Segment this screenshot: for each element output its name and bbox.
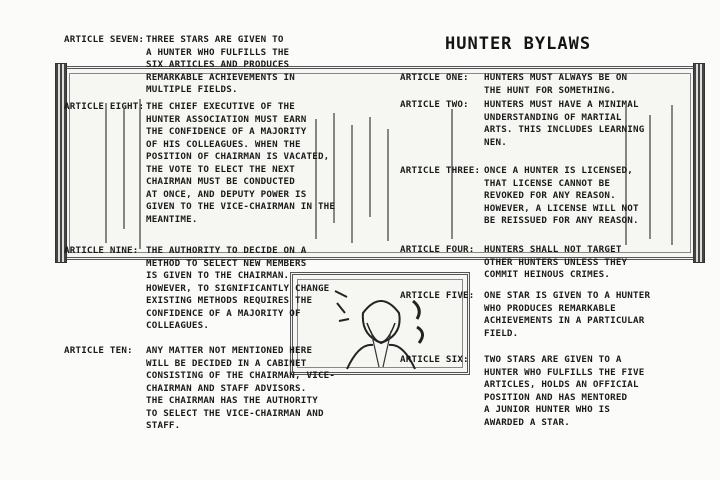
article-seven-text: THREE STARS ARE GIVEN TO A HUNTER WHO FULFILLS THE SIX ARTICLES AND PRODUCES REMARKABLE ACHIEVEMENTS IN MULTIPLE FIELDS. [146, 34, 296, 95]
page-title: HUNTER BYLAWS [445, 34, 592, 54]
brush-stroke [139, 99, 141, 249]
article-three-label: ARTICLE THREE: [400, 165, 481, 176]
brush-stroke [387, 129, 389, 241]
article-one-text: HUNTERS MUST ALWAYS BE ON THE HUNT FOR SOMETHING. [484, 72, 628, 96]
article-four-text: HUNTERS SHALL NOT TARGET OTHER HUNTERS UNLESS THEY COMMIT HEINOUS CRIMES. [484, 244, 628, 280]
article-six-text: TWO STARS ARE GIVEN TO A HUNTER WHO FULFILLS THE FIVE ARTICLES, HOLDS AN OFFICIAL POSITION AND HAS MENTORED A JUNIOR HUNTER WHO IS AWARDED A STAR. [484, 354, 645, 428]
article-five-label: ARTICLE FIVE: [400, 290, 475, 301]
brush-stroke [649, 115, 651, 239]
article-three-text: ONCE A HUNTER IS LICENSED, THAT LICENSE CANNOT BE REVOKED FOR ANY REASON. HOWEVER, A LICENSE WILL NOT BE REISSUED FOR ANY REASON. [484, 165, 639, 226]
article-seven-label: ARTICLE SEVEN: [64, 34, 145, 45]
article-four-label: ARTICLE FOUR: [400, 244, 475, 255]
article-nine-text: THE AUTHORITY TO DECIDE ON A METHOD TO SELECT NEW MEMBERS IS GIVEN TO THE CHAIRMAN. HOWEVER, TO SIGNIFICANTLY CHANGE EXISTING METHODS REQUIRES THE CONFIDENCE OF A MAJORITY OF COLLEAGUES. [146, 245, 330, 331]
article-one-label: ARTICLE ONE: [400, 72, 469, 83]
scroll-roller-left [55, 63, 67, 263]
brush-stroke [105, 103, 107, 243]
brush-stroke [351, 125, 353, 243]
brush-stroke [123, 109, 125, 229]
article-eight-text: THE CHIEF EXECUTIVE OF THE HUNTER ASSOCIATION MUST EARN THE CONFIDENCE OF A MAJORITY OF HIS COLLEAGUES. WHEN THE POSITION OF CHAIRMAN IS VACATED, THE VOTE TO ELECT THE NEXT CHAIRMAN MUST BE CONDUCTED AT ONCE, AND DEPUTY POWER IS GIVEN TO THE VICE-CHAIRMAN IN THE MEANTIME. [146, 101, 336, 225]
article-ten-text: ANY MATTER NOT MENTIONED HERE WILL BE DECIDED IN A CABINET CONSISTING OF THE CHAIRMAN, VICE- CHAIRMAN AND STAFF ADVISORS. THE CHAIRMAN HAS THE AUTHORITY TO SELECT THE VICE-CHAIRMAN AND STAFF. [146, 345, 336, 431]
brush-stroke [369, 117, 371, 217]
article-two-text: HUNTERS MUST HAVE A MINIMAL UNDERSTANDING OF MARTIAL ARTS. THIS INCLUDES LEARNING NEN. [484, 99, 645, 148]
brush-stroke [671, 105, 673, 245]
article-nine-label: ARTICLE NINE: [64, 245, 139, 256]
article-five-text: ONE STAR IS GIVEN TO A HUNTER WHO PRODUCES REMARKABLE ACHIEVEMENTS IN A PARTICULAR FIELD. [484, 290, 651, 339]
article-six-label: ARTICLE SIX: [400, 354, 469, 365]
article-two-label: ARTICLE TWO: [400, 99, 469, 110]
article-eight-label: ARTICLE EIGHT: [64, 101, 145, 112]
scroll-roller-right [693, 63, 705, 263]
article-ten-label: ARTICLE TEN: [64, 345, 133, 356]
